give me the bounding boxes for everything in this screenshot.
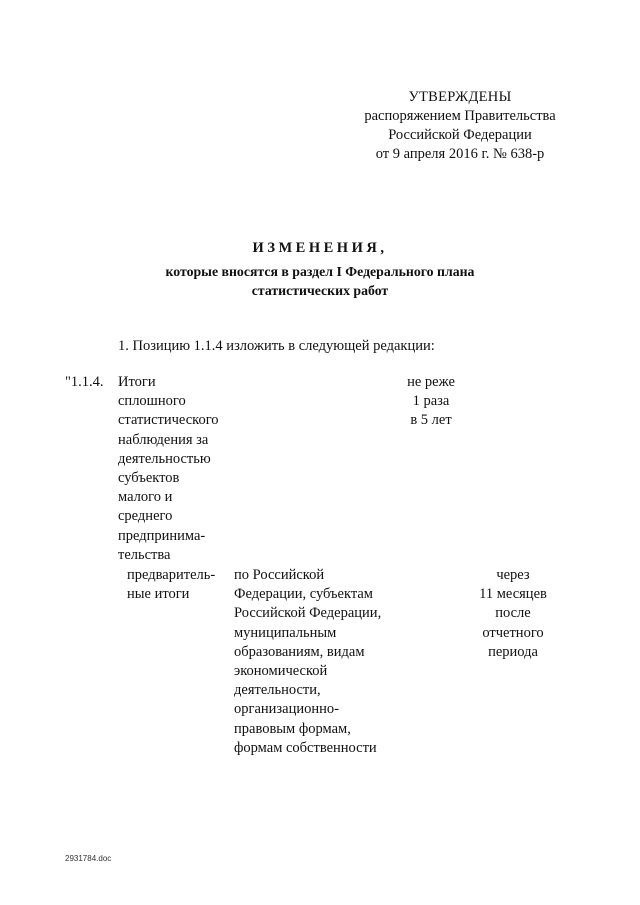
- preliminary-timing: [453, 566, 573, 662]
- timing-line: отчетного: [482, 624, 544, 641]
- frequency-line: 1 раза: [412, 393, 450, 410]
- instruction-paragraph: 1. Позицию 1.1.4 изложить в следующей редакции:: [118, 338, 435, 354]
- name-line: деятельностью: [118, 450, 211, 467]
- scope-line: Федерации, субъектам: [234, 586, 373, 603]
- timing-line: через: [496, 567, 530, 583]
- timing-line: 11 месяцев: [479, 586, 547, 603]
- position-frequency: [380, 373, 482, 431]
- prelim-line: предваритель-: [127, 567, 216, 583]
- position-number: "1.1.4.: [65, 374, 104, 390]
- approval-heading: УТВЕРЖДЕНЫ: [408, 89, 512, 105]
- subtitle-line: которые вносятся в раздел I Федерального плана: [165, 264, 475, 279]
- document-title: ИЗМЕНЕНИЯ,: [252, 240, 388, 256]
- document-subtitle: [60, 262, 580, 300]
- approval-line: распоряжением Правительства: [364, 108, 556, 124]
- name-line: малого и: [118, 489, 173, 506]
- name-line: Итоги: [118, 374, 156, 390]
- scope-line: муниципальным: [234, 624, 337, 641]
- scope-line: деятельности,: [234, 682, 321, 699]
- timing-line: после: [495, 605, 531, 622]
- scope-line: образованиям, видам: [234, 643, 365, 660]
- name-line: предпринима-: [118, 527, 206, 544]
- scope-line: организационно-: [234, 701, 339, 718]
- name-line: сплошного: [118, 393, 186, 410]
- prelim-line: ные итоги: [127, 586, 190, 603]
- scope-line: по Российской: [234, 567, 325, 583]
- preliminary-results-label: [127, 566, 215, 604]
- approval-line: Российской Федерации: [388, 127, 532, 143]
- breakdown-scope: [234, 566, 381, 758]
- name-line: среднего: [118, 508, 173, 525]
- scope-line: экономической: [234, 663, 328, 680]
- file-name-footer: 2931784.doc: [65, 854, 112, 863]
- scope-line: Российской Федерации,: [234, 605, 382, 622]
- scope-line: формам собственности: [234, 739, 377, 756]
- name-line: наблюдения за: [118, 431, 209, 448]
- name-line: тельства: [118, 546, 171, 563]
- frequency-line: в 5 лет: [410, 412, 452, 429]
- position-name: [118, 373, 219, 565]
- approval-date: от 9 апреля 2016 г. № 638-р: [375, 146, 545, 162]
- subtitle-line: статистических работ: [251, 283, 389, 298]
- name-line: статистического: [118, 412, 219, 429]
- approval-block: [340, 88, 580, 164]
- name-line: субъектов: [118, 470, 180, 487]
- scope-line: правовым формам,: [234, 720, 351, 737]
- frequency-line: не реже: [407, 374, 455, 390]
- timing-line: периода: [488, 643, 538, 660]
